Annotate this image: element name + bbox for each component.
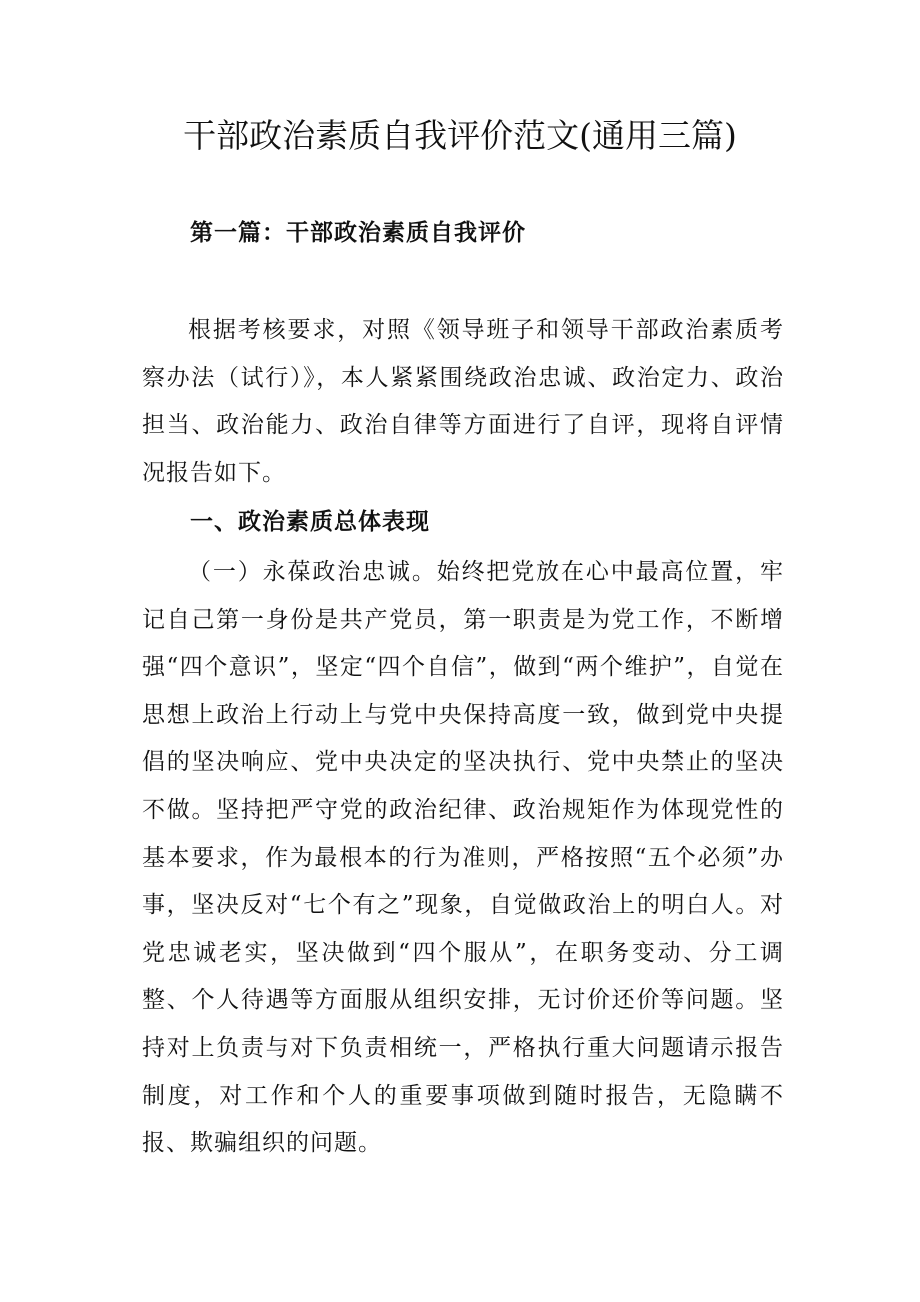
section-heading: 第一篇：干部政治素质自我评价 [190, 219, 526, 246]
document-title: 干部政治素质自我评价范文(通用三篇) [183, 116, 737, 155]
subheading-political-quality: 一、政治素质总体表现 [190, 508, 430, 535]
intro-paragraph: 根据考核要求，对照《领导班子和领导干部政治素质考察办法（试行）》，本人紧紧围绕政治忠诚、政治定力、政治担当、政治能力、政治自律等方面进行了自评，现将自评情况报告如下。 [142, 317, 784, 486]
paragraph-political-loyalty: （一）永葆政治忠诚。始终把党放在心中最高位置，牢记自己第一身份是共产党员，第一职责是为党工作，不断增强“四个意识”，坚定“四个自信”，做到“两个维护”，自觉在思想上政治上行动上与党中央保持高度一致，做到党中央提倡的坚决响应、党中央决定的坚决执行、党中央禁止的坚决不做。坚持把严守党的政治纪律、政治规矩作为体现党性的基本要求，作为最根本的行为准则，严格按照“五个必须”办事，坚决反对“七个有之”现象，自觉做政治上的明白人。对党忠诚老实，坚决做到“四个服从”，在职务变动、分工调整、个人待遇等方面服从组织安排，无讨价还价等问题。坚持对上负责与对下负责相统一，严格执行重大问题请示报告制度，对工作和个人的重要事项做到随时报告，无隐瞒不报、欺骗组织的问题。 [142, 559, 784, 1157]
